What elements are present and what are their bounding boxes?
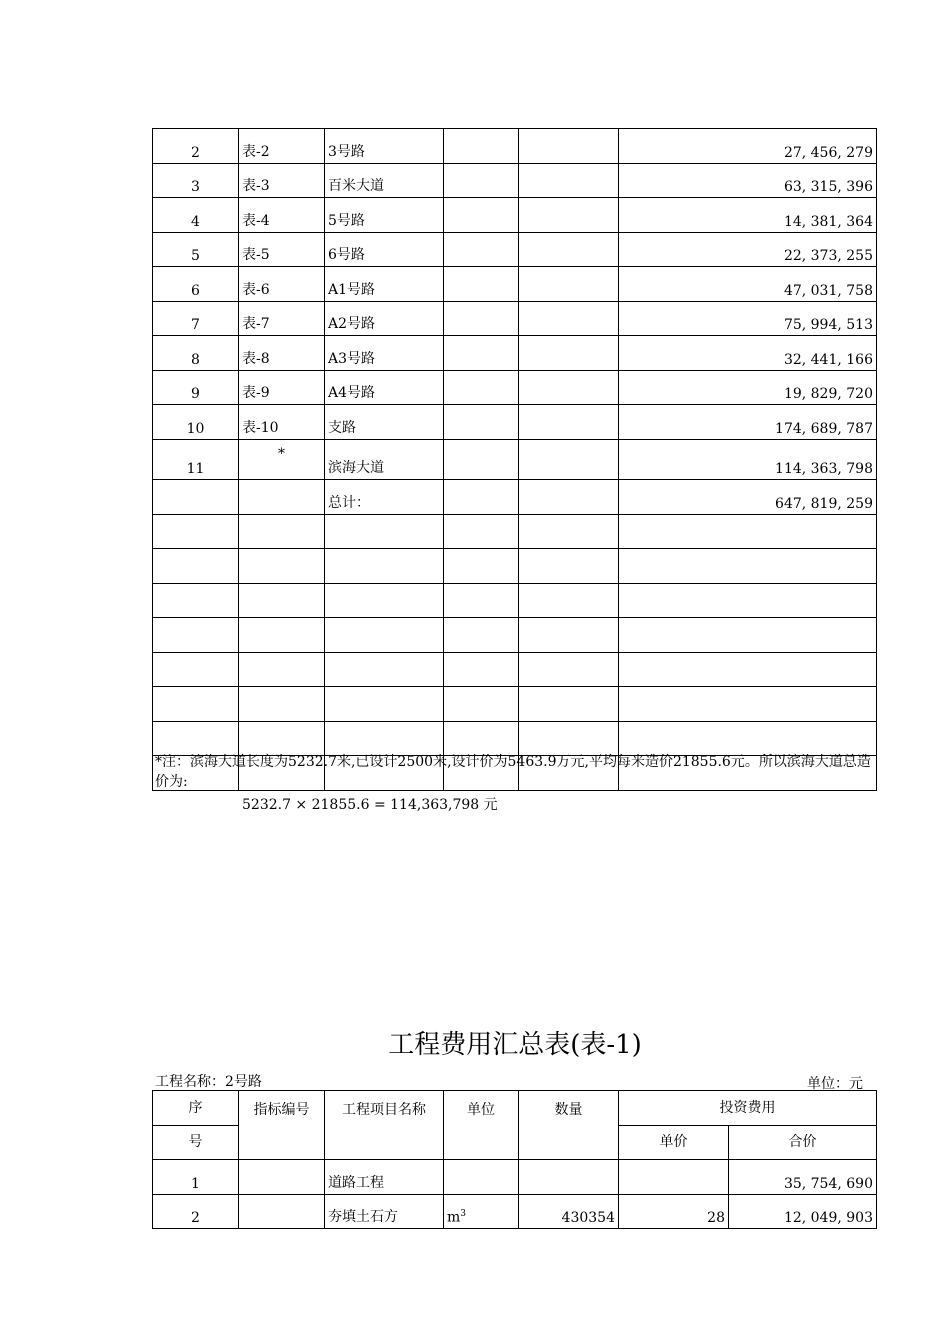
cell-amount: 19, 829, 720 <box>619 370 877 405</box>
header-code: 指标编号 <box>239 1091 325 1160</box>
empty-row <box>153 652 877 687</box>
cell-total: 35, 754, 690 <box>729 1160 877 1195</box>
cell-qty <box>519 1160 619 1195</box>
cell-empty <box>444 163 519 198</box>
unit-label: 单位：元 <box>807 1076 863 1092</box>
cell-empty <box>519 267 619 302</box>
cell-no: 7 <box>153 301 239 336</box>
header-no-bottom: 号 <box>153 1125 239 1160</box>
cell-empty <box>444 480 519 515</box>
cell-no: 4 <box>153 198 239 233</box>
table-row <box>153 405 877 440</box>
cell-name: A4号路 <box>325 370 444 405</box>
cell-code <box>239 1194 325 1229</box>
cell-empty <box>325 687 444 722</box>
empty-row <box>153 721 877 756</box>
header-invest: 投资费用 <box>619 1091 877 1126</box>
cell-empty <box>444 267 519 302</box>
total-row <box>153 480 877 515</box>
cell-empty <box>239 618 325 653</box>
cell-code <box>239 1160 325 1195</box>
cell-empty <box>519 652 619 687</box>
cell-empty <box>519 514 619 549</box>
cell-empty <box>239 652 325 687</box>
table-row <box>153 1194 877 1229</box>
cost-summary-table <box>152 1090 877 1229</box>
cell-price <box>619 1160 729 1195</box>
cell-no: 8 <box>153 336 239 371</box>
cell-amount: 174, 689, 787 <box>619 405 877 440</box>
cell-name: A1号路 <box>325 267 444 302</box>
empty-row <box>153 583 877 618</box>
cell-name: 3号路 <box>325 129 444 164</box>
cell-empty <box>153 618 239 653</box>
cell-empty <box>325 721 444 756</box>
cell-empty <box>444 514 519 549</box>
cell-empty <box>519 405 619 440</box>
cell-empty <box>153 549 239 584</box>
cell-empty <box>444 721 519 756</box>
header-total: 合价 <box>729 1125 877 1160</box>
cell-empty <box>444 687 519 722</box>
table-row <box>153 267 877 302</box>
total-label: 总计： <box>325 480 444 515</box>
cell-empty <box>444 618 519 653</box>
cell-empty <box>619 514 877 549</box>
project-name: 工程名称：2号路 <box>155 1074 262 1090</box>
cell-empty <box>444 549 519 584</box>
cell-amount: 14, 381, 364 <box>619 198 877 233</box>
cell-empty <box>325 652 444 687</box>
cell-empty <box>519 687 619 722</box>
cell-empty <box>153 480 239 515</box>
cell-empty <box>619 687 877 722</box>
cell-empty <box>153 721 239 756</box>
cell-empty <box>444 336 519 371</box>
cell-code: 表-5 <box>239 232 325 267</box>
table-row <box>153 1160 877 1195</box>
cell-amount: 114, 363, 798 <box>619 439 877 480</box>
cell-empty <box>519 129 619 164</box>
cell-empty <box>619 583 877 618</box>
summary-table <box>152 128 877 791</box>
cell-total: 12, 049, 903 <box>729 1194 877 1229</box>
cell-empty <box>239 721 325 756</box>
cell-empty <box>153 652 239 687</box>
cell-empty <box>153 514 239 549</box>
unit-superscript: 3 <box>460 1209 467 1220</box>
cell-no: 6 <box>153 267 239 302</box>
header-no-top: 序 <box>153 1091 239 1126</box>
empty-row <box>153 549 877 584</box>
cell-empty <box>519 721 619 756</box>
cell-empty <box>325 514 444 549</box>
footnote: *注：滨海大道长度为5232.7米,已设计2500米,设计价为5463.9万元,平均每米造价21855.6元。所以滨海大道总造价为: <box>155 754 871 790</box>
cell-empty <box>619 721 877 756</box>
cell-empty <box>519 618 619 653</box>
table-row <box>153 439 877 480</box>
cell-empty <box>239 583 325 618</box>
cell-empty <box>444 439 519 480</box>
table-title: 工程费用汇总表(表-1) <box>388 1030 642 1060</box>
cell-empty <box>519 583 619 618</box>
cell-code: 表-7 <box>239 301 325 336</box>
cell-amount: 22, 373, 255 <box>619 232 877 267</box>
cell-amount: 47, 031, 758 <box>619 267 877 302</box>
cell-empty <box>519 163 619 198</box>
cell-amount: 75, 994, 513 <box>619 301 877 336</box>
unit-text: m <box>447 1210 461 1226</box>
cell-name: 6号路 <box>325 232 444 267</box>
table-row <box>153 232 877 267</box>
cell-code: 表-3 <box>239 163 325 198</box>
table-row <box>153 129 877 164</box>
table-row <box>153 336 877 371</box>
cell-name: A2号路 <box>325 301 444 336</box>
cell-unit <box>444 1194 519 1229</box>
cell-code: 表-10 <box>239 405 325 440</box>
cell-code: 表-9 <box>239 370 325 405</box>
header-unit: 单位 <box>444 1091 519 1160</box>
cell-empty <box>153 583 239 618</box>
cell-empty <box>444 232 519 267</box>
cell-no: 5 <box>153 232 239 267</box>
header-qty: 数量 <box>519 1091 619 1160</box>
table-row <box>153 370 877 405</box>
table-row <box>153 163 877 198</box>
cell-empty <box>239 687 325 722</box>
cell-empty <box>519 439 619 480</box>
cell-no: 1 <box>153 1160 239 1195</box>
cell-no: 2 <box>153 1194 239 1229</box>
cell-amount: 63, 315, 396 <box>619 163 877 198</box>
cell-item: 道路工程 <box>325 1160 444 1195</box>
cell-name: 滨海大道 <box>325 439 444 480</box>
cell-qty: 430354 <box>519 1194 619 1229</box>
cell-name: A3号路 <box>325 336 444 371</box>
table-row <box>153 301 877 336</box>
cell-empty <box>239 480 325 515</box>
cell-empty <box>519 336 619 371</box>
cell-empty <box>444 405 519 440</box>
cell-empty <box>325 583 444 618</box>
cell-empty <box>153 687 239 722</box>
cell-empty <box>444 198 519 233</box>
cell-empty <box>519 198 619 233</box>
cell-empty <box>444 583 519 618</box>
cell-code: 表-2 <box>239 129 325 164</box>
cell-amount: 27, 456, 279 <box>619 129 877 164</box>
cell-no: 9 <box>153 370 239 405</box>
cell-code: 表-6 <box>239 267 325 302</box>
cell-name: 5号路 <box>325 198 444 233</box>
cell-empty <box>444 652 519 687</box>
cell-empty <box>519 232 619 267</box>
table-row <box>153 198 877 233</box>
cell-empty <box>239 549 325 584</box>
cell-empty <box>619 549 877 584</box>
cell-empty <box>325 618 444 653</box>
cell-amount: 32, 441, 166 <box>619 336 877 371</box>
cell-empty <box>239 514 325 549</box>
cell-no: 2 <box>153 129 239 164</box>
cell-empty <box>444 129 519 164</box>
total-amount: 647, 819, 259 <box>619 480 877 515</box>
cell-empty <box>519 370 619 405</box>
cell-empty <box>619 618 877 653</box>
cell-empty <box>444 301 519 336</box>
cell-price: 28 <box>619 1194 729 1229</box>
cell-empty <box>519 480 619 515</box>
cell-name: 支路 <box>325 405 444 440</box>
cell-code: 表-4 <box>239 198 325 233</box>
cell-empty <box>444 370 519 405</box>
empty-row <box>153 514 877 549</box>
cell-code: 表-8 <box>239 336 325 371</box>
cell-no: 10 <box>153 405 239 440</box>
cell-empty <box>619 652 877 687</box>
empty-row <box>153 687 877 722</box>
cell-no: 11 <box>153 439 239 480</box>
cell-item: 夯填土石方 <box>325 1194 444 1229</box>
cell-empty <box>519 549 619 584</box>
header-item: 工程项目名称 <box>325 1091 444 1160</box>
cell-code: * <box>239 439 325 480</box>
cell-name: 百米大道 <box>325 163 444 198</box>
cell-empty <box>325 549 444 584</box>
empty-row <box>153 618 877 653</box>
header-price: 单价 <box>619 1125 729 1160</box>
cell-unit <box>444 1160 519 1195</box>
cell-empty <box>519 301 619 336</box>
header-row <box>153 1091 877 1126</box>
cell-no: 3 <box>153 163 239 198</box>
calculation: 5232.7 × 21855.6 = 114,363,798 元 <box>242 797 498 813</box>
